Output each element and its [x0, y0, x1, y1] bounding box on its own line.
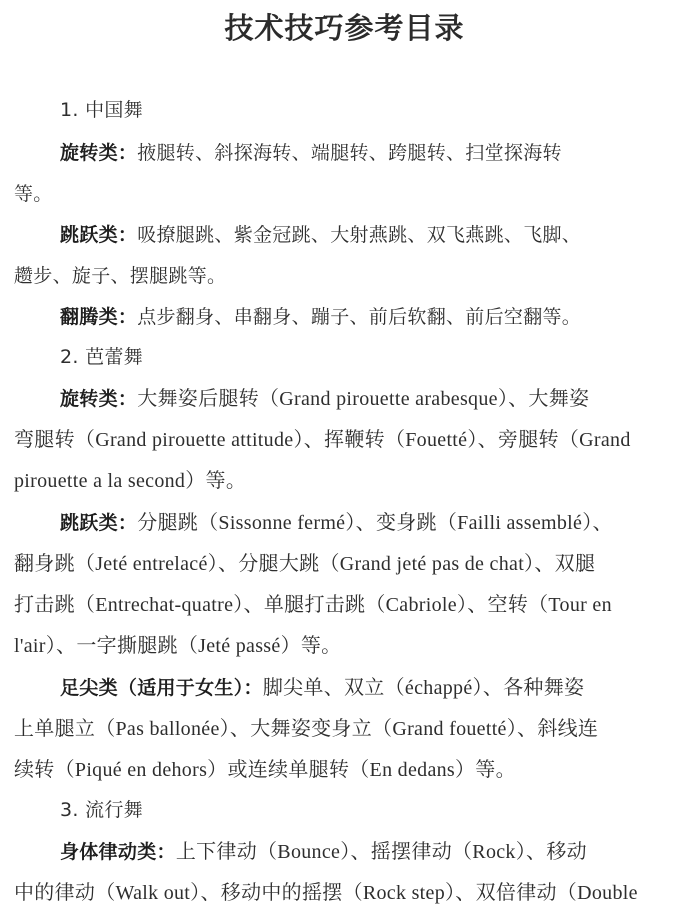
- paragraph-text: 脚尖单、双立（échappé）、各种舞姿: [262, 677, 585, 699]
- section-heading-chinese-dance: 1. 中国舞: [60, 99, 143, 121]
- paragraph-line: 翻身跳（Jeté entrelacé）、分腿大跳（Grand jeté pas de chat）、双腿: [14, 553, 596, 575]
- category-label-tumbling: 翻腾类：: [60, 306, 138, 328]
- paragraph-text: 吸撩腿跳、紫金冠跳、大射燕跳、双飞燕跳、飞脚、: [137, 224, 582, 246]
- paragraph-text: 大舞姿后腿转（Grand pirouette arabesque）、大舞姿: [137, 388, 590, 410]
- paragraph-line: [60, 220, 689, 250]
- paragraph-line: [60, 673, 689, 703]
- category-label-body-groove: 身体律动类：: [60, 841, 176, 863]
- paragraph-line: 上单腿立（Pas ballonée）、大舞姿变身立（Grand fouetté）、斜线连: [14, 718, 599, 740]
- paragraph-text: 点步翻身、串翻身、蹦子、前后软翻、前后空翻等。: [137, 306, 582, 328]
- category-label-rotation: 旋转类：: [60, 388, 138, 410]
- paragraph-line: [60, 508, 689, 538]
- category-label-rotation: 旋转类：: [60, 142, 138, 164]
- section-heading-popular-dance: 3. 流行舞: [60, 799, 143, 821]
- paragraph-line: 中的律动（Walk out）、移动中的摇摆（Rock step）、双倍律动（Double: [14, 882, 638, 904]
- paragraph-line: [60, 837, 689, 867]
- paragraph-text: 分腿跳（Sissonne fermé）、变身跳（Failli assemblé）、: [137, 512, 613, 534]
- paragraph-line: pirouette a la second）等。: [14, 470, 247, 492]
- paragraph-line: 续转（Piqué en dehors）或连续单腿转（En dedans）等。: [14, 759, 516, 781]
- paragraph-text: 上下律动（Bounce）、摇摆律动（Rock）、移动: [175, 841, 587, 863]
- paragraph-line: 趱步、旋子、摆腿跳等。: [14, 265, 227, 287]
- paragraph-line: 等。: [14, 183, 53, 205]
- category-label-jump: 跳跃类：: [60, 512, 138, 534]
- page-title: 技术技巧参考目录: [224, 11, 465, 45]
- category-label-jump: 跳跃类：: [60, 224, 138, 246]
- category-label-pointe: 足尖类（适用于女生）：: [60, 677, 263, 699]
- paragraph-line: [60, 302, 689, 332]
- section-heading-ballet: 2. 芭蕾舞: [60, 346, 143, 368]
- paragraph-line: [60, 384, 689, 414]
- paragraph-line: 弯腿转（Grand pirouette attitude）、挥鞭转（Fouetté）、旁腿转（Grand: [14, 429, 631, 451]
- paragraph-line: [60, 138, 689, 168]
- paragraph-line: 打击跳（Entrechat-quatre）、单腿打击跳（Cabriole）、空转（Tour en: [14, 594, 612, 616]
- paragraph-line: l'air）、一字撕腿跳（Jeté passé）等。: [14, 635, 342, 657]
- paragraph-text: 掖腿转、斜探海转、端腿转、跨腿转、扫堂探海转: [137, 142, 562, 164]
